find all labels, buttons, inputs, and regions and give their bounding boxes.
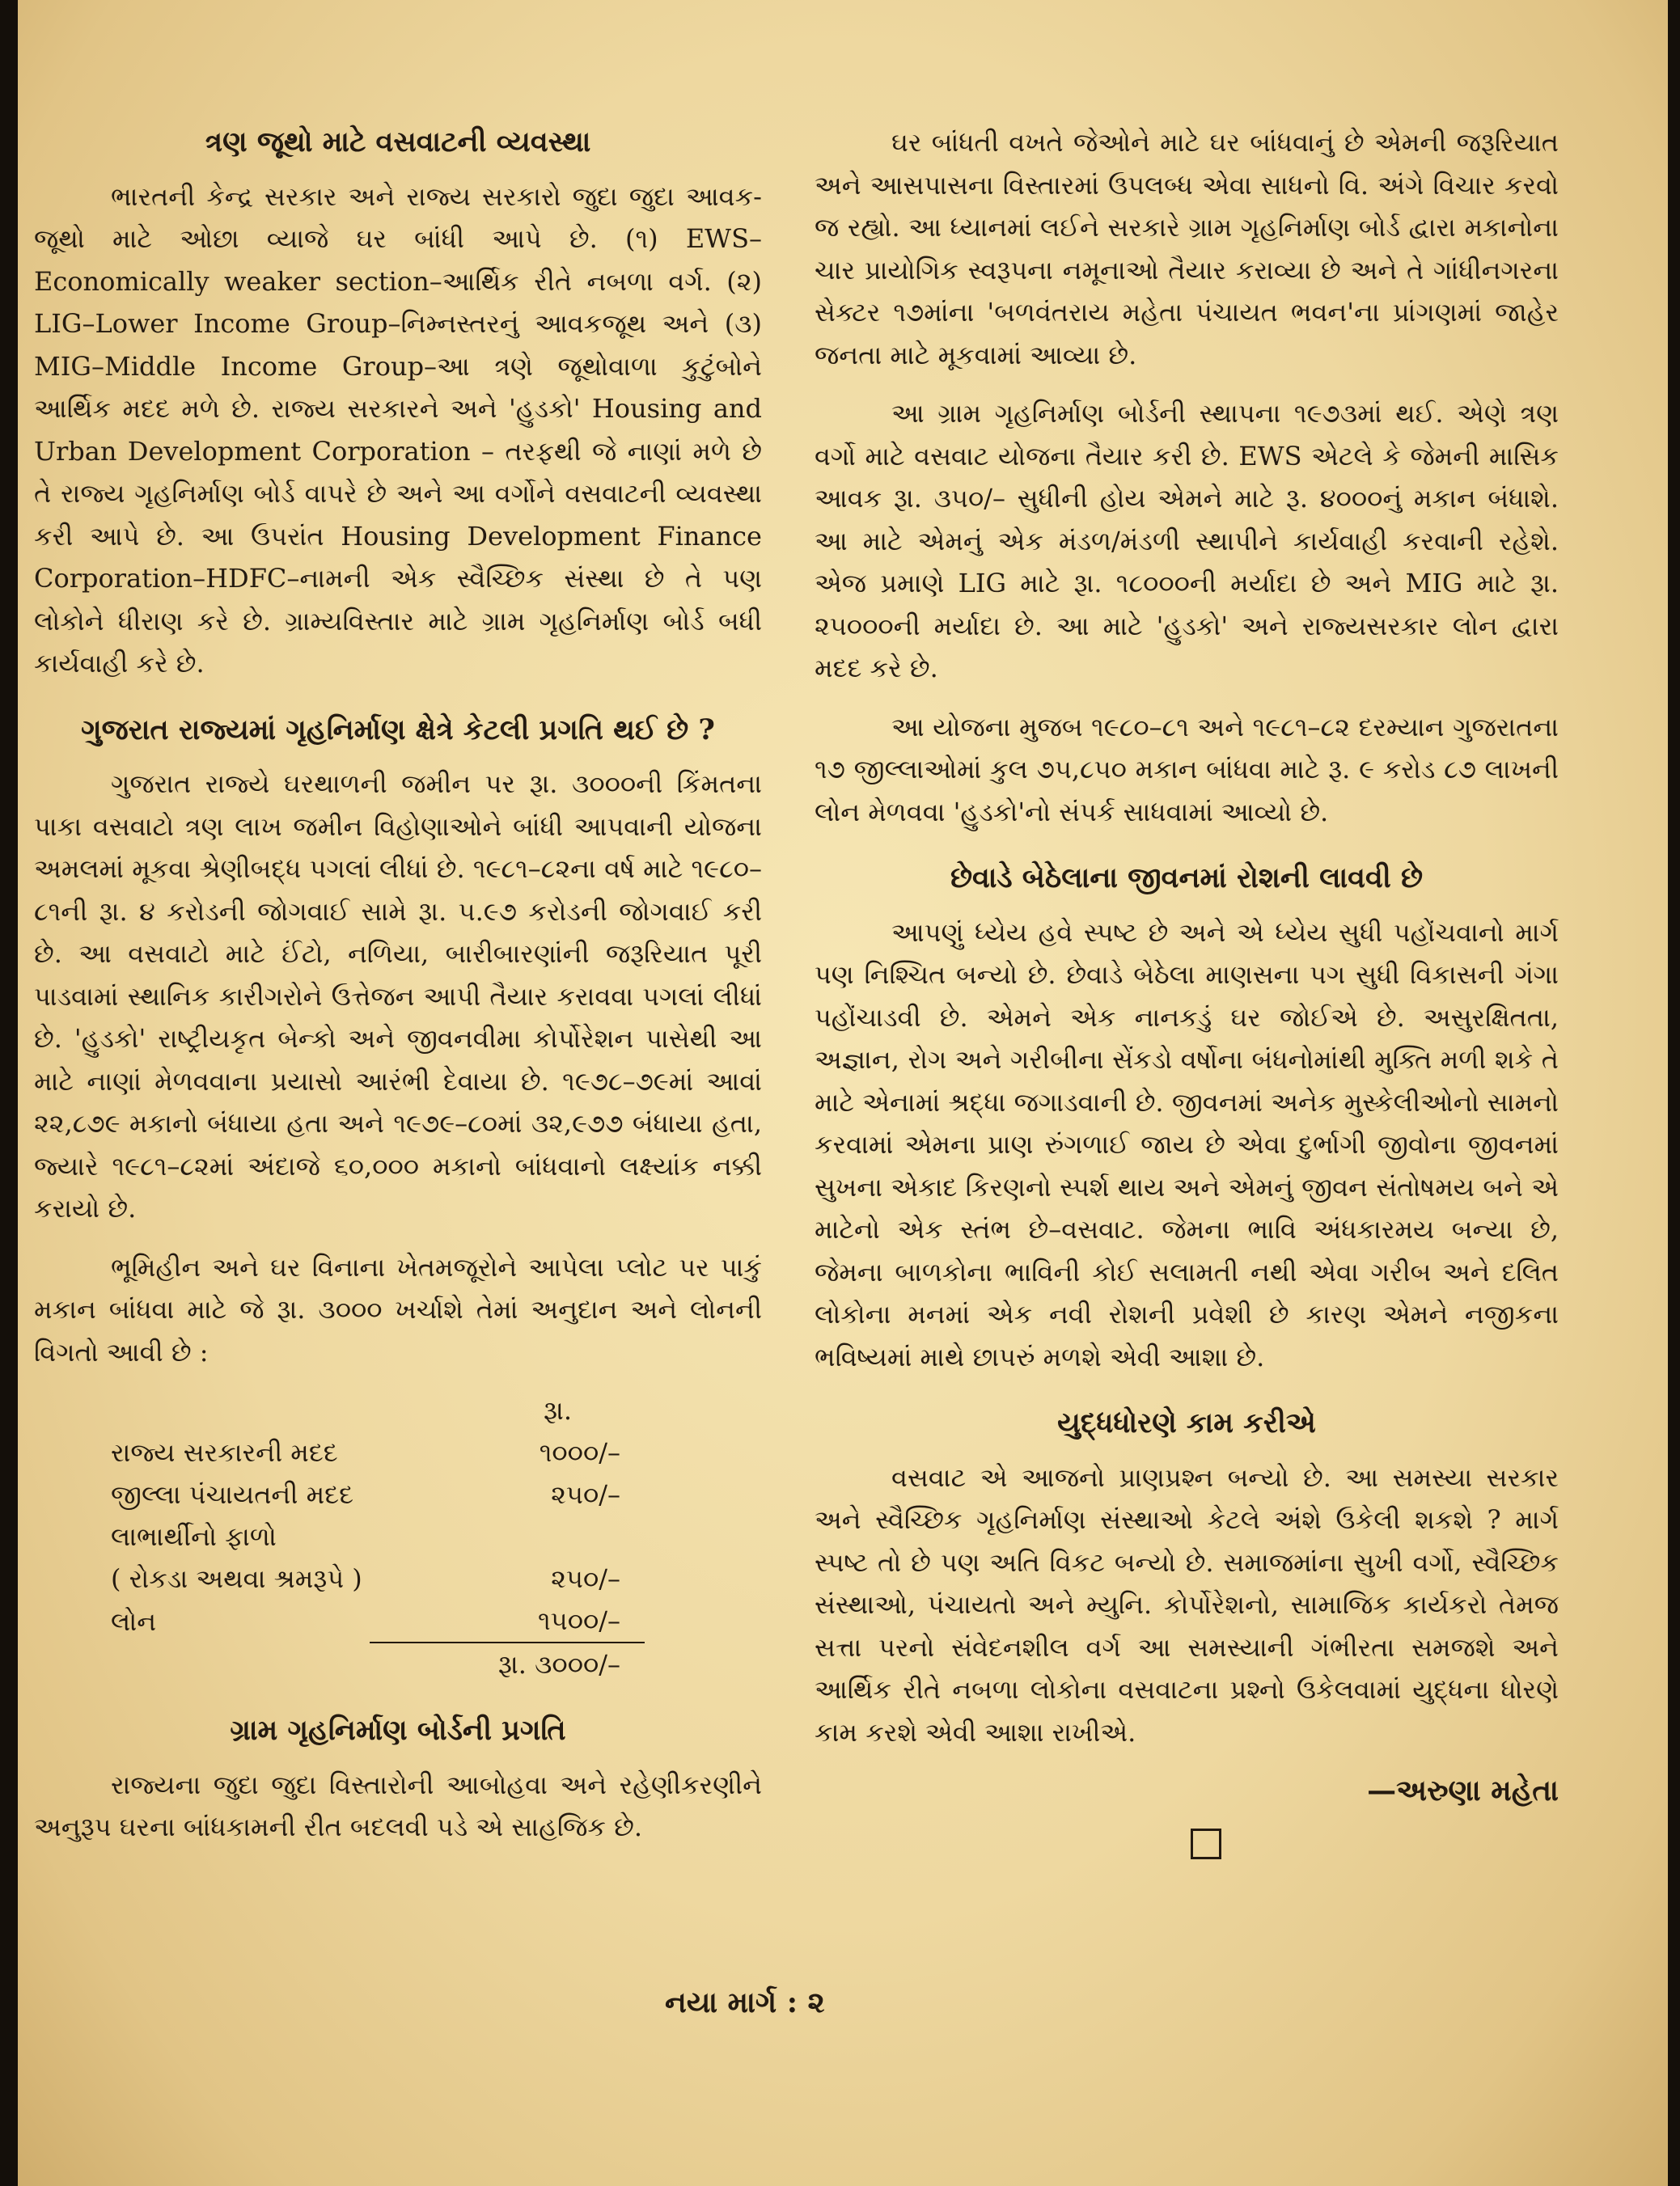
paragraph-model-houses: ઘર બાંધતી વખતે જેઓને માટે ઘર બાંધવાનું છે એમની જરૂરિયાત અને આસપાસના વિસ્તારમાં ઉપલબ્ધ એવા સાધનો વિ. અંગે વિચાર કરવો જ રહ્યો. આ ધ્યાનમાં લઈને સરકારે ગ્રામ ગૃહનિર્માણ બોર્ડ દ્વારા મકાનોના ચાર પ્રાયોગિક સ્વરૂપના નમૂનાઓ તૈયાર કરાવ્યા છે અને તે ગાંધીનગરના સેક્ટર ૧૭માંના 'બળવંતરાય મહેતા પંચાયત ભવન'ના પ્રાંગણમાં જાહેર જનતા માટે મૂકવામાં આવ્યા છે. [815,127,1559,370]
section-heading-board-progress: ગ્રામ ગૃહનિર્માણ બોર્ડની પ્રગતિ [230,1714,566,1747]
table-row [111,1516,645,1558]
section-heading-housing-three-groups: ત્રણ જૂથો માટે વસવાટની વ્યવસ્થા [205,125,591,159]
paragraph-gujarat-housing: ગુજરાત રાજ્યે ઘરથાળની જમીન પર રૂા. ૩૦૦૦ની કિંમતના પાકા વસવાટો ત્રણ લાખ જમીન વિહોણાઓને બાંધી આપવાની યોજના અમલમાં મૂકવા શ્રેણીબદ્ધ પગલાં લીધાં છે. ૧૯૮૧–૮૨ના વર્ષ માટે ૧૯૮૦–૮૧ની રૂા. ૪ કરોડની જોગવાઈ સામે રૂા. ૫.૯૭ કરોડની જોગવાઈ કરી છે. આ વસવાટો માટે ઈંટો, નળિયા, બારીબારણાંની જરૂરિયાત પૂરી પાડવામાં સ્થાનિક કારીગરોને ઉત્તેજન આપી તૈયાર કરાવવા પગલાં લીધાં છે. 'હુડકો' રાષ્ટ્રીયકૃત બેન્કો અને જીવનવીમા કોર્પોરેશન પાસેથી આ માટે નાણાં મેળવવાના પ્રયાસો આરંભી દેવાયા છે. ૧૯૭૮–૭૯માં આવાં ૨૨,૮૭૯ મકાનો બંધાયા હતા અને ૧૯૭૯–૮૦માં ૩૨,૯૭૭ બંધાયા હતા, જ્યારે ૧૯૮૧–૮૨માં અંદાજે ૬૦,૦૦૦ મકાનો બાંધવાનો લક્ષ્યાંક નક્કી કરાયો છે. [34,768,762,1224]
paragraph-landless-laborers: ભૂમિહીન અને ઘર વિનાના ખેતમજૂરોને આપેલા પ્લોટ પર પાકું મકાન બાંધવા માટે જે રૂા. ૩૦૦૦ ખર્ચાશે તેમાં અનુદાન અને લોનની વિગતો આવી છે : [34,1251,762,1368]
left-column [34,121,762,1865]
row-label: લોન [111,1605,157,1637]
table-row [111,1600,645,1643]
table-row [111,1474,645,1516]
row-label: રાજ્ય સરકારની મદદ [111,1437,338,1468]
table-unit-row [111,1389,645,1431]
paragraph-conclusion: વસવાટ એ આજનો પ્રાણપ્રશ્ન બન્યો છે. આ સમસ્યા સરકાર અને સ્વૈચ્છિક ગૃહનિર્માણ સંસ્થાઓ કેટલે અંશે ઉકેલી શકશે ? માર્ગ સ્પષ્ટ તો છે પણ અતિ વિકટ બન્યો છે. સમાજમાંના સુખી વર્ગો, સ્વૈચ્છિક સંસ્થાઓ, પંચાયતો અને મ્યુનિ. કોર્પોરેશનો, સામાજિક કાર્યકરો તેમજ સત્તા પરનો સંવેદનશીલ વર્ગ આ સમસ્યાની ગંભીરતા સમજશે અને આર્થિક રીતે નબળા લોકોના વસવાટના પ્રશ્નો ઉકેલવામાં યુદ્ધના ધોરણે કામ કરશે એવી આશા રાખીએ. [815,1461,1559,1748]
table-unit: રૂા. [543,1395,572,1426]
section-heading-gujarat-progress: ગુજરાત રાજ્યમાં ગૃહનિર્માણ ક્ષેત્રે કેટલી પ્રગતિ થઈ છે ? [81,712,715,746]
row-label: જીલ્લા પંચાયતની મદદ [111,1479,353,1510]
paragraph-income-groups: ભારતની કેન્દ્ર સરકાર અને રાજ્ય સરકારો જુદા જુદા આવક-જૂથો માટે ઓછા વ્યાજે ઘર બાંધી આપે છે. (૧) EWS–Economically weaker section–આર્થિક રીતે નબળા વર્ગ. (૨) LIG–Lower Income Group–નિમ્નસ્તરનું આવકજૂથ અને (૩) MIG–Middle Income Group–આ ત્રણે જૂથોવાળા કુટુંબોને આર્થિક મદદ મળે છે. રાજ્ય સરકારને અને 'હુડકો' Housing and Urban Development Corporation – તરફથી જે નાણાં મળે છે તે રાજ્ય ગૃહનિર્માણ બોર્ડ વાપરે છે અને આ વર્ગોને વસવાટની વ્યવસ્થા કરી આપે છે. આ ઉપરાંત Housing Development Finance Corporation–HDFC–નામની એક સ્વૈચ્છિક સંસ્થા છે તે પણ લોકોને ધીરાણ કરે છે. ગ્રામ્યવિસ્તાર માટે ગ્રામ ગૃહનિર્માણ બોર્ડ બધી કાર્યવાહી કરે છે. [34,180,762,679]
table-total-row [111,1643,645,1685]
grant-loan-table [111,1389,645,1685]
row-amount: ૧૦૦૦/– [539,1437,620,1468]
paragraph-goal: આપણું ધ્યેય હવે સ્પષ્ટ છે અને એ ધ્યેય સુધી પહોંચવાનો માર્ગ પણ નિશ્ચિત બન્યો છે. છેવાડે બેઠેલા માણસના પગ સુધી વિકાસની ગંગા પહોંચાડવી છે. એમને એક નાનકડું ઘર જોઈએ છે. અસુરક્ષિતતા, અજ્ઞાન, રોગ અને ગરીબીના સેંકડો વર્ષોના બંધનોમાંથી મુક્તિ મળી શકે તે માટે એનામાં શ્રદ્ધા જગાડવાની છે. જીવનમાં અનેક મુસ્કેલીઓનો સામનો કરવામાં એમના પ્રાણ રુંગળાઈ જાય છે એવા દુર્ભાગી જીવોના જીવનમાં સુખના એકાદ કિરણનો સ્પર્શ થાય અને એમનું જીવન સંતોષમય બને એ માટેનો એક સ્તંભ છે–વસવાટ. જેમના ભાવિ અંધકારમય બન્યા છે, જેમના બાળકોના ભાવિની કોઈ સલામતી નથી એવા ગરીબ અને દલિત લોકોના મનમાં એક નવી રોશની પ્રવેશી છે કારણ એમને નજીકના ભવિષ્યમાં માથે છાપરું મળશે એવી આશા છે. [815,916,1559,1372]
author-signature: —અરુણા મહેતા [1367,1774,1559,1808]
paragraph-board-schemes: આ ગ્રામ ગૃહનિર્માણ બોર્ડની સ્થાપના ૧૯૭૩માં થઈ. એણે ત્રણ વર્ગો માટે વસવાટ યોજના તૈયાર કરી છે. EWS એટલે કે જેમની માસિક આવક રૂા. ૩૫૦/– સુધીની હોય એમને માટે રૂ. ૪૦૦૦નું મકાન બંધાશે. આ માટે એમનું એક મંડળ/મંડળી સ્થાપીને કાર્યવાહી કરવાની રહેશે. એજ પ્રમાણે LIG માટે રૂા. ૧૮૦૦૦ની મર્યાદા છે અને MIG માટે રૂા. ૨૫૦૦૦ની મર્યાદા છે. આ માટે 'હુડકો' અને રાજ્યસરકાર લોન દ્વારા મદદ કરે છે. [815,398,1559,683]
row-label: લાભાર્થીનો ફાળો [111,1521,277,1552]
section-heading-war-footing: યુદ્ધધોરણે કામ કરીએ [1057,1406,1316,1440]
end-mark-box [1191,1829,1221,1859]
paragraph-loan-plan: આ યોજના મુજબ ૧૯૮૦–૮૧ અને ૧૯૮૧–૮૨ દરમ્યાન ગુજરાતના ૧૭ જીલ્લાઓમાં કુલ ૭૫,૮૫૦ મકાન બાંધવા માટે રૂ. ૯ કરોડ ૮૭ લાખની લોન મેળવવા 'હુડકો'નો સંપર્ક સાધવામાં આવ્યો છે. [815,711,1559,827]
row-amount [370,1516,645,1558]
row-amount: ૨૫૦/– [551,1479,620,1510]
right-column [815,121,1559,1859]
table-row [111,1558,645,1600]
magazine-page [18,0,1668,2186]
row-amount: ૨૫૦/– [551,1563,620,1594]
table-total: રૂા. ૩૦૦૦/– [370,1643,645,1685]
page-footer: નયા માર્ગ : ૨ [665,1985,825,2019]
row-label: ( રોકડા અથવા શ્રમરૂપે ) [111,1563,362,1594]
table-row [111,1431,645,1474]
paragraph-construction-method: રાજ્યના જુદા જુદા વિસ્તારોની આબોહવા અને રહેણીકરણીને અનુરૂપ ઘરના બાંધકામની રીત બદલવી પડે એ સાહજિક છે. [34,1769,762,1842]
section-heading-bring-light: છેવાડે બેઠેલાના જીવનમાં રોશની લાવવી છે [950,861,1424,894]
row-amount: ૧૫૦૦/– [537,1605,620,1636]
